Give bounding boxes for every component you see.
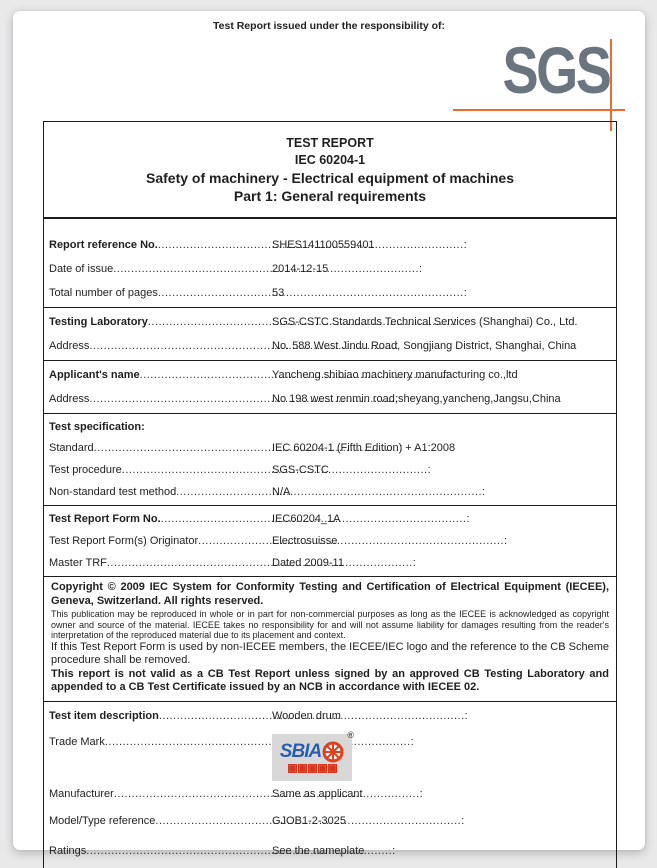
header-note: Test Report issued under the responsibility of: [213,20,445,32]
colon [464,287,467,299]
copyright-notice: This report is not valid as a CB Test Report unless signed by an approved CB Testing Laboratory and appended to a CB Test Certificate issued by an NCB in accordance with IECEE 02. [51,667,609,693]
table-row [44,334,616,358]
row-value: See the nameplate [272,844,365,857]
sgs-logo-text: SGS [502,33,609,107]
dot-leader [107,557,413,569]
table-row [44,806,616,836]
title-block [44,122,616,219]
row-value: Wooden drum [272,709,341,722]
colon [420,788,423,800]
colon [419,263,422,275]
row-value: Dated 2009-11 [272,557,344,569]
banner-glyph-block [318,764,327,773]
table-row [44,363,616,387]
table-row [44,310,616,334]
row-value: Electrosuisse [272,535,338,547]
row-value: IEC 60204-1 (Fifth Edition) + A1:2008 [272,442,456,454]
banner-glyph-block [288,764,297,773]
colon [392,845,395,857]
row-value: No 198 west renmin road,sheyang,yancheng,Jangsu,China [272,393,561,405]
row-value: 53 [272,287,285,299]
trademark-text: SBIA [279,741,322,762]
row-label: Testing Laboratory [49,316,148,328]
table-row [44,233,616,257]
banner-glyph-block [308,764,317,773]
title-standard-number: IEC 60204-1 [294,153,366,167]
row-label: Date of issue [49,263,114,275]
row-value: SHES141100559401 [272,239,375,251]
table-row [44,508,616,530]
row-label: Test item description [49,709,159,722]
row-label: Applicant's name [49,369,140,381]
copyright-fine-print: This publication may be reproduced in whole or in part for non-commercial purposes as long as the IECEE is acknowledged as copyright owner and source of the material. IECEE takes no responsibility for and will not assume liability for damages resulting from the reader's interpretation of the reproduced material due to its placement and context. [51,609,609,640]
trademark-chinese-banner [288,764,337,773]
row-label: Test Report Form No. [49,513,161,525]
table-row [44,782,616,806]
table-row [44,530,616,552]
table-row [44,257,616,281]
row-label: Address [49,393,90,405]
copyright-body: If this Test Report Form is used by non-IECEE members, the IECEE/IEC logo and the reference to the CB Scheme procedure shall be removed. [51,640,609,666]
title-standard-name: Safety of machinery - Electrical equipment of machines [146,170,514,186]
row-label: Model/Type reference [49,814,156,827]
banner-glyph-block [298,764,307,773]
row-label: Manufacturer [49,787,114,800]
row-label: Test Report Form(s) Originator [49,535,199,547]
row-label: Non-standard test method [49,486,177,498]
colon [428,464,431,476]
colon [461,815,464,827]
spec-heading: Test specification: [49,421,145,433]
dot-leader [158,287,464,299]
trademark-logo [272,729,354,781]
document-page [13,11,645,857]
copyright-heading: Copyright © 2009 IEC System for Conformity Testing and Certification of Electrical Equipment (IECEE), Geneva, Switzerland. All rights reserved. [51,581,609,607]
table-row-trademark [44,728,616,782]
table-row [44,437,616,459]
title-test-report: TEST REPORT [286,136,374,150]
section-applicant [44,360,616,413]
dot-leader [105,736,411,748]
registered-mark-icon: ® [347,729,354,740]
sgs-logo-horizontal-line [453,109,625,111]
row-value: IEC60204_1A [272,513,341,525]
colon [466,513,469,525]
row-label: Master TRF [49,557,107,569]
row-label: Report reference No. [49,239,158,251]
colon [464,239,467,251]
sgs-logo [445,33,635,125]
colon [504,535,507,547]
section-report-reference [44,219,616,307]
row-value: SGS-CSTC [272,464,329,476]
row-value: SGS-CSTC Standards Technical Services (Shanghai) Co., Ltd. [272,316,578,328]
table-row [44,459,616,481]
row-value: No. 588 West Jindu Road, Songjiang District, Shanghai, China [272,340,577,352]
row-value: N/A [272,486,291,498]
row-label: Ratings [49,844,87,857]
row-label: Test procedure [49,464,122,476]
table-row [44,552,616,574]
row-value: Same as applicant [272,787,363,800]
table-row [44,836,616,866]
title-part: Part 1: General requirements [233,188,427,204]
section-test-report-form [44,505,616,576]
table-row [44,281,616,305]
row-label: Address [49,340,90,352]
table-row [44,387,616,411]
dot-leader [176,486,482,498]
colon [411,736,414,748]
banner-glyph-block [328,764,337,773]
row-label: Total number of pages [49,287,158,299]
dot-leader [198,535,504,547]
section-test-specification [44,413,616,505]
colon [482,486,485,498]
colon [413,557,416,569]
row-value: GJOB1-2-3025 [272,814,346,827]
section-testing-laboratory [44,307,616,360]
drum-wheel-icon [322,741,344,763]
row-label: Standard [49,442,94,454]
report-table [43,121,617,868]
row-label: Trade Mark [49,735,105,748]
table-row [44,481,616,503]
row-value: 2014-12-15 [272,263,329,275]
section-copyright [44,576,616,701]
table-row [44,704,616,728]
row-value: Yancheng shibiao machinery manufacturing co.,ltd [272,369,518,381]
sgs-logo-vertical-line [610,39,612,131]
section-test-item [44,701,616,868]
colon [465,710,468,722]
